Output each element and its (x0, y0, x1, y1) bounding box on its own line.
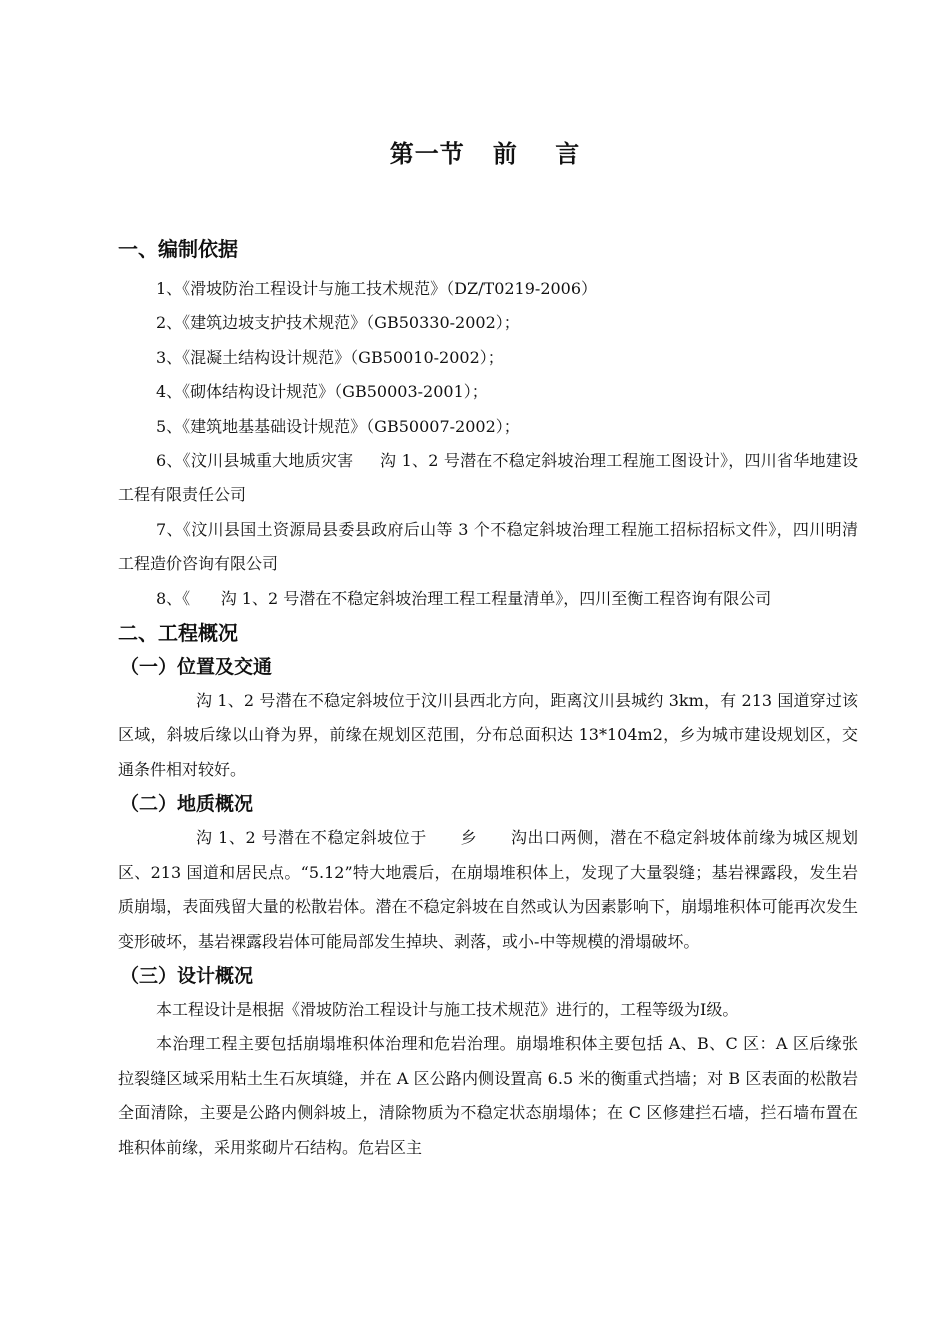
geology-paragraph: 沟 1、2 号潜在不稳定斜坡位于 乡 沟出口两侧，潜在不稳定斜坡体前缘为城区规划区、213 国道和居民点。“5.12”特大地震后，在崩塌堆积体上，发现了大量裂缝；基岩裸露段，发生岩质崩塌，表面残留大量的松散岩体。潜在不稳定斜坡在自然或认为因素影响下，崩塌堆积体可能再次发生变形破坏，基岩裸露段岩体可能局部发生掉块、剥落，或小-中等规模的滑塌破坏。 (118, 828, 858, 951)
document-body (118, 232, 858, 1165)
section-heading-overview: 二、工程概况 (118, 621, 238, 646)
basis-item-3: 3、《混凝土结构设计规范》（GB50010-2002）； (156, 347, 504, 367)
design-paragraph-2: 本治理工程主要包括崩塌堆积体治理和危岩治理。崩塌堆积体主要包括 A、B、C 区：A 区后缘张拉裂缝区域采用粘土生石灰填缝，并在 A 区公路内侧设置高 6.5 米的衡重式挡墙；对 B 区表面的松散岩全面清除，主要是公路内侧斜坡上，清除物质为不稳定状态崩塌体；在 C 区修建拦石墙，拦石墙布置在堆积体前缘，采用浆砌片石结构。危岩区主 (118, 1034, 858, 1157)
location-paragraph: 沟 1、2 号潜在不稳定斜坡位于汶川县西北方向，距离汶川县城约 3km，有 213 国道穿过该区域，斜坡后缘以山脊为界，前缘在规划区范围，分布总面积达 13*104m2，乡为城市建设规划区，交通条件相对较好。 (118, 691, 858, 779)
basis-item-5: 5、《建筑地基基础设计规范》（GB50007-2002）； (156, 416, 520, 436)
section-heading-basis: 一、编制依据 (118, 237, 238, 261)
basis-item-6: 6、《汶川县城重大地质灾害 沟 1、2 号潜在不稳定斜坡治理工程施工图设计》，四川省华地建设工程有限责任公司 (118, 451, 858, 505)
basis-item-8: 8、《 沟 1、2 号潜在不稳定斜坡治理工程工程量清单》，四川至衡工程咨询有限公司 (156, 588, 772, 608)
subsection-heading-geology: （二）地质概况 (120, 793, 254, 816)
page-title: 第一节 前 言 (389, 140, 581, 168)
subsection-heading-design: （三）设计概况 (120, 964, 254, 987)
subsection-heading-location: （一）位置及交通 (120, 656, 273, 679)
basis-item-4: 4、《砌体结构设计规范》（GB50003-2001）； (156, 382, 488, 402)
basis-item-2: 2、《建筑边坡支护技术规范》（GB50330-2002）； (156, 313, 520, 333)
basis-item-7: 7、《汶川县国土资源局县委县政府后山等 3 个不稳定斜坡治理工程施工招标招标文件》，四川明清工程造价咨询有限公司 (118, 519, 858, 574)
basis-item-1: 1、《滑坡防治工程设计与施工技术规范》（DZ/T0219-2006） (156, 279, 598, 298)
design-paragraph-1: 本工程设计是根据《滑坡防治工程设计与施工技术规范》进行的，工程等级为Ⅰ级。 (156, 999, 739, 1019)
